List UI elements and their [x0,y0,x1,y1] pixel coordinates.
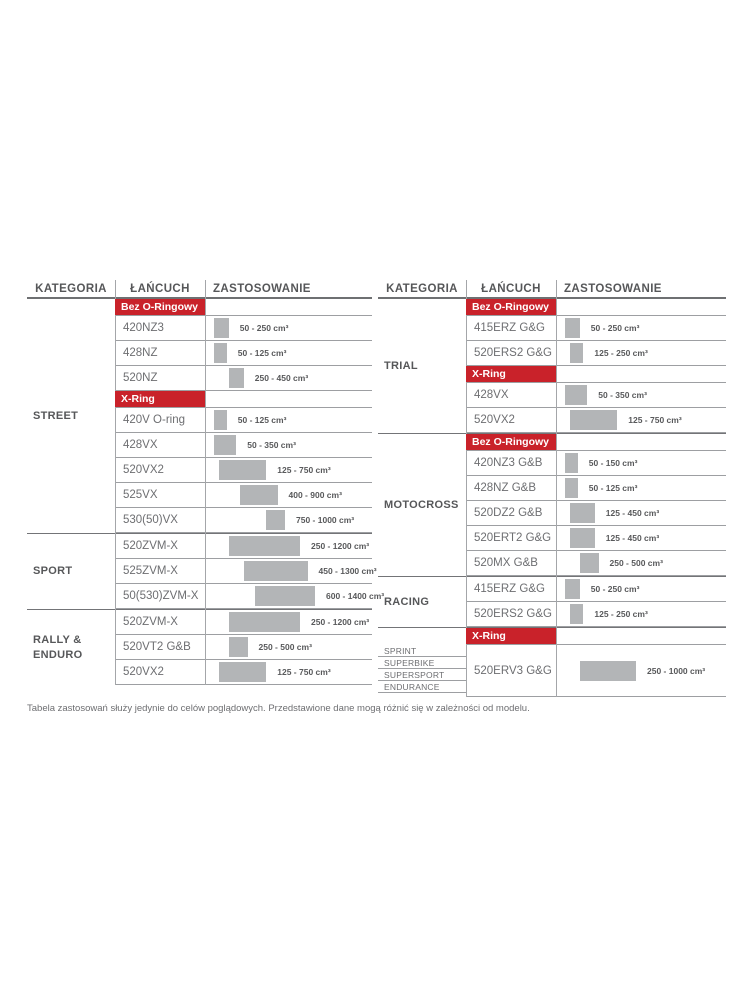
chain-name: 420NZ3 G&B [474,457,543,469]
chain-name: 428NZ [123,347,158,359]
displacement-bar [570,343,583,363]
displacement-bar [214,318,229,338]
displacement-zone [556,645,726,696]
displacement-zone [556,476,726,500]
chain-table-street-sport-rally [27,280,385,685]
chain-row [115,483,372,508]
header-kategoria: KATEGORIA [386,282,458,295]
table-body [27,299,385,685]
displacement-range-label: 50 - 350 cm³ [598,390,647,400]
chain-row [115,433,372,458]
chain-type-banner: X-Ring [466,628,556,644]
displacement-range-label: 125 - 750 cm³ [277,465,331,475]
chain-name: 520ZVM-X [123,540,178,552]
displacement-zone [556,451,726,475]
displacement-range-label: 50 - 350 cm³ [247,440,296,450]
section-rows [115,610,372,685]
displacement-bar [266,510,285,530]
chain-type-row [115,391,372,408]
chain-row [115,408,372,433]
section-rows [115,299,372,533]
displacement-bar [240,485,278,505]
displacement-zone [556,577,726,601]
displacement-range-label: 50 - 250 cm³ [590,584,640,594]
chain-name: 415ERZ G&G [474,583,545,595]
chain-name: 520VT2 G&B [123,641,191,653]
displacement-zone [205,458,372,482]
subcategory-spacer [378,628,466,645]
displacement-bar [244,561,308,581]
displacement-zone [205,559,377,583]
section-rows [466,299,726,433]
displacement-zone [205,508,372,532]
displacement-zone [205,408,372,432]
chain-row [466,551,726,576]
displacement-range-label: 125 - 450 cm³ [605,533,660,543]
displacement-range-label: 250 - 450 cm³ [254,373,309,383]
header-zastosowanie: ZASTOSOWANIE [213,282,311,295]
chain-row [466,501,726,526]
chain-type-banner: Bez O-Ringowy [115,299,205,315]
displacement-zone [205,584,385,608]
chain-row [466,408,726,433]
category-section [378,299,726,433]
chain-name: 520ERV3 G&G [474,664,552,677]
displacement-range-label: 125 - 250 cm³ [594,348,648,358]
subcategory-label: SUPERSPORT [378,669,466,681]
displacement-zone [556,526,726,550]
displacement-bar [570,528,594,548]
displacement-bar [570,410,617,430]
displacement-bar [580,553,599,573]
subcategory-label: ENDURANCE [378,681,466,693]
chain-type-banner: X-Ring [466,366,556,382]
chain-name: 520VX2 [474,414,515,426]
displacement-bar [229,637,248,657]
displacement-zone [556,551,726,575]
chain-table-trial-motocross-racing [378,280,726,697]
chain-row [466,526,726,551]
category-section [378,433,726,576]
chain-row [466,341,726,366]
displacement-zone [205,534,372,558]
chain-type-row [466,299,726,316]
chain-name: 520VX2 [123,666,164,678]
displacement-bar [580,661,636,681]
chain-name: 520ERS2 G&G [474,347,552,359]
chain-name: 420NZ3 [123,322,164,334]
displacement-zone [556,383,726,407]
chain-row [115,341,372,366]
header-zastosowanie: ZASTOSOWANIE [564,282,662,295]
displacement-range-label: 125 - 750 cm³ [277,667,331,677]
displacement-zone [556,602,726,626]
displacement-bar [229,536,300,556]
displacement-range-label: 50 - 125 cm³ [237,415,287,425]
chain-type-row [466,434,726,451]
chain-row [115,534,372,559]
chain-row [115,660,372,685]
category-label: STREET [33,409,79,422]
displacement-zone [205,660,372,684]
chain-type-row [466,366,726,383]
chain-name: 520NZ [123,372,158,384]
chain-row [115,316,372,341]
chain-name: 520ZVM-X [123,616,178,628]
chain-name: 415ERZ G&G [474,322,545,334]
displacement-bar [219,460,266,480]
chain-name: 520ERS2 G&G [474,608,552,620]
table-header-row [378,280,726,299]
displacement-bar [229,612,300,632]
displacement-zone [205,483,372,507]
category-section [27,299,372,533]
displacement-zone [205,635,372,659]
subcategory-label: SPRINT [378,645,466,657]
chain-name: 525VX [123,489,158,501]
category-label: RALLY & ENDURO [33,634,83,661]
displacement-zone [556,501,726,525]
displacement-bar [565,478,578,498]
chain-row [466,383,726,408]
displacement-bar [219,662,266,682]
displacement-zone [205,366,372,390]
displacement-range-label: 50 - 125 cm³ [237,348,287,358]
chain-row [115,458,372,483]
displacement-range-label: 50 - 125 cm³ [588,483,638,493]
chain-row [115,508,372,533]
displacement-range-label: 50 - 250 cm³ [239,323,289,333]
displacement-range-label: 450 - 1300 cm³ [318,566,377,576]
displacement-bar [565,453,578,473]
chain-row [466,577,726,602]
chain-type-banner: X-Ring [115,391,205,407]
displacement-bar [255,586,315,606]
displacement-bar [570,503,594,523]
displacement-range-label: 250 - 1000 cm³ [647,665,706,676]
displacement-range-label: 125 - 450 cm³ [605,508,660,518]
table-body [378,299,726,697]
displacement-zone [556,408,726,432]
header-lancuch: ŁAŃCUCH [130,282,190,295]
chain-row [466,602,726,627]
displacement-range-label: 125 - 750 cm³ [628,415,682,425]
displacement-bar [229,368,244,388]
table-header-row [27,280,372,299]
subcategory-label: SUPERBIKE [378,657,466,669]
displacement-bar [214,435,237,455]
header-lancuch: ŁAŃCUCH [481,282,541,295]
category-label: SPORT [33,565,73,578]
displacement-range-label: 600 - 1400 cm³ [326,591,385,601]
chain-type-row [466,628,726,645]
chain-row [115,559,377,584]
displacement-range-label: 250 - 1200 cm³ [311,541,370,551]
displacement-range-label: 250 - 500 cm³ [258,642,312,652]
chain-row [466,476,726,501]
subcategory-column [378,628,466,697]
displacement-zone [556,316,726,340]
displacement-zone [205,610,372,634]
displacement-range-label: 50 - 150 cm³ [588,458,638,468]
displacement-bar [565,385,588,405]
displacement-range-label: 750 - 1000 cm³ [296,515,355,525]
chain-name: 520MX G&B [474,557,538,569]
chain-row [115,610,372,635]
displacement-zone [205,433,372,457]
section-rows [466,628,726,697]
chain-name: 50(530)ZVM-X [123,590,199,602]
chain-row [115,635,372,660]
chain-row [115,584,385,609]
displacement-bar [570,604,583,624]
category-label: MOTOCROSS [384,498,459,511]
chain-name: 428NZ G&B [474,482,536,494]
displacement-range-label: 400 - 900 cm³ [288,490,342,500]
chain-type-banner: Bez O-Ringowy [466,299,556,315]
displacement-zone [205,341,372,365]
chain-row [466,645,726,697]
chain-name: 420V O-ring [123,414,186,426]
header-kategoria: KATEGORIA [35,282,107,295]
chain-name: 428VX [474,389,509,401]
chain-name: 520ERT2 G&G [474,532,552,544]
chain-name: 525ZVM-X [123,565,178,577]
displacement-range-label: 50 - 250 cm³ [590,323,640,333]
chain-name: 520DZ2 G&B [474,507,543,519]
section-rows [115,534,385,609]
category-section [27,533,385,609]
chain-name: 428VX [123,439,158,451]
chain-type-row [115,299,372,316]
displacement-bar [214,410,227,430]
section-rows [466,577,726,627]
chain-type-banner: Bez O-Ringowy [466,434,556,450]
chain-row [466,451,726,476]
chain-name: 530(50)VX [123,514,178,526]
displacement-zone [205,316,372,340]
chain-row [115,366,372,391]
section-rows [466,434,726,576]
column-divider [115,280,116,685]
displacement-bar [565,318,580,338]
chain-name: 520VX2 [123,464,164,476]
displacement-range-label: 250 - 500 cm³ [609,558,663,568]
displacement-range-label: 250 - 1200 cm³ [311,617,370,627]
category-section [378,627,726,697]
category-section [27,609,372,685]
displacement-bar [214,343,227,363]
chain-row [466,316,726,341]
category-section [378,576,726,627]
category-label: TRIAL [384,359,418,372]
displacement-bar [565,579,580,599]
displacement-zone [556,341,726,365]
category-label: RACING [384,595,430,608]
displacement-range-label: 125 - 250 cm³ [594,609,648,619]
footnote: Tabela zastosowań służy jedynie do celów poglądowych. Przedstawione dane mogą różnić się w zależności od modelu. [27,703,530,714]
